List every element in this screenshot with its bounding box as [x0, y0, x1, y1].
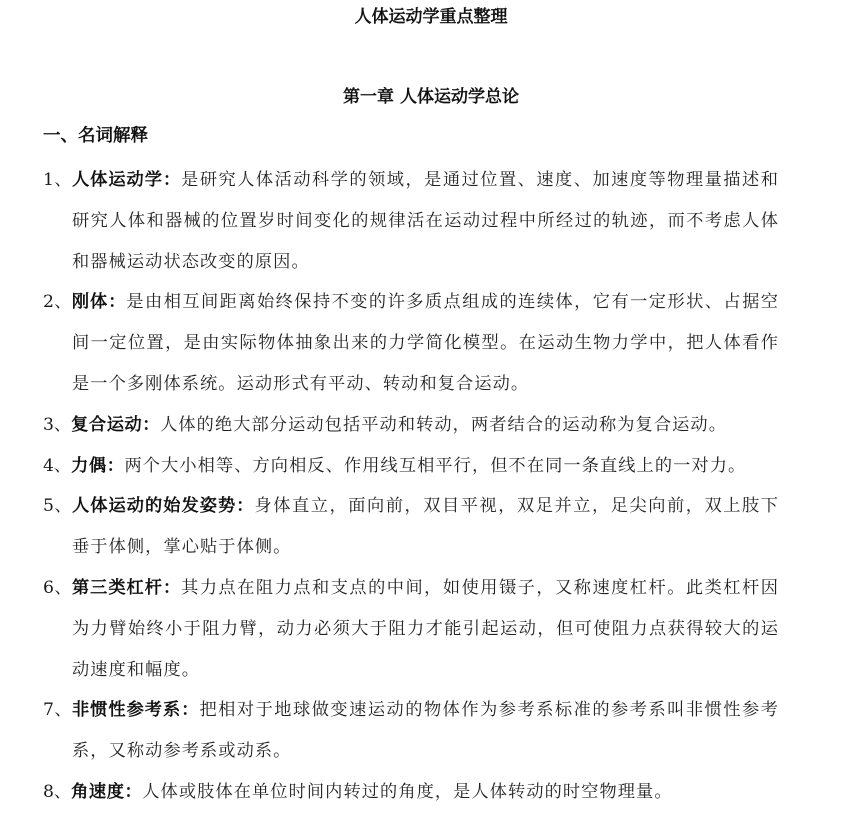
term-item — [43, 690, 779, 772]
term-definition: 是由相互间距离始终保持不变的许多质点组成的连续体，它有一定形状、占据空间一定位置，是由实际物体抽象出来的力学简化模型。在运动生物力学中，把人体看作是一个多刚体系统。运动形式有平动、转动和复合运动。 — [72, 292, 780, 394]
term-definition: 人体的绝大部分运动包括平动和转动，两者结合的运动称为复合运动。 — [160, 414, 727, 435]
term-number: 1、 — [43, 170, 72, 190]
term-name: 第三类杠杆 — [71, 577, 163, 598]
term-number: 7、 — [43, 700, 72, 721]
term-item — [43, 486, 779, 568]
term-colon: ： — [162, 170, 182, 190]
term-name: 复合运动 — [71, 414, 143, 435]
term-colon: ： — [236, 496, 255, 517]
term-item — [43, 772, 779, 813]
term-definition: 把相对于地球做变速运动的物体作为参考系标准的参考系叫非惯性参考系，又称动参考系或动系。 — [72, 700, 780, 762]
term-number: 3、 — [43, 414, 72, 435]
term-number: 5、 — [43, 496, 73, 517]
term-definition: 人体或肢体在单位时间内转过的角度，是人体转动的时空物理量。 — [142, 781, 673, 802]
term-definition: 身体直立，面向前，双目平视，双足并立，足尖向前，双上肢下垂于体侧，掌心贴于体侧。 — [72, 496, 779, 558]
term-colon: ： — [162, 577, 182, 598]
term-item — [43, 446, 779, 487]
term-definition: 其力点在阻力点和支点的中间，如使用镊子，又称速度杠杆。此类杠杆因为力臂始终小于阻力臂，动力必须大于阻力才能引起运动，但可使阻力点获得较大的运动速度和幅度。 — [72, 577, 779, 680]
term-colon: ： — [181, 700, 200, 721]
term-name: 人体运动学 — [71, 170, 163, 190]
term-item — [43, 405, 779, 446]
document-title: 人体运动学重点整理 — [354, 7, 508, 27]
term-colon: ： — [106, 455, 125, 476]
term-number: 4、 — [43, 455, 72, 476]
term-number: 8、 — [43, 781, 72, 802]
term-colon: ： — [108, 292, 127, 313]
term-name: 角速度 — [71, 781, 125, 802]
term-item — [43, 160, 779, 282]
term-item — [43, 282, 779, 404]
term-colon: ： — [124, 781, 143, 802]
term-name: 力偶 — [71, 455, 107, 476]
term-name: 人体运动的始发姿势 — [72, 496, 237, 517]
term-name: 刚体 — [71, 292, 109, 313]
term-name: 非惯性参考系 — [71, 700, 182, 721]
section-heading: 一、名词解释 — [43, 126, 148, 146]
term-list — [43, 160, 779, 813]
term-number: 2、 — [43, 292, 72, 313]
chapter-title: 第一章 人体运动学总论 — [343, 87, 519, 107]
term-number: 6、 — [43, 577, 72, 598]
term-item — [43, 568, 779, 690]
term-definition: 两个大小相等、方向相反、作用线互相平行，但不在同一条直线上的一对力。 — [124, 455, 747, 476]
term-definition: 是研究人体活动科学的领域，是通过位置、速度、加速度等物理量描述和研究人体和器械的位置岁时间变化的规律活在运动过程中所经过的轨迹，而不考虑人体和器械运动状态改变的原因。 — [72, 170, 779, 272]
term-colon: ： — [142, 414, 161, 435]
